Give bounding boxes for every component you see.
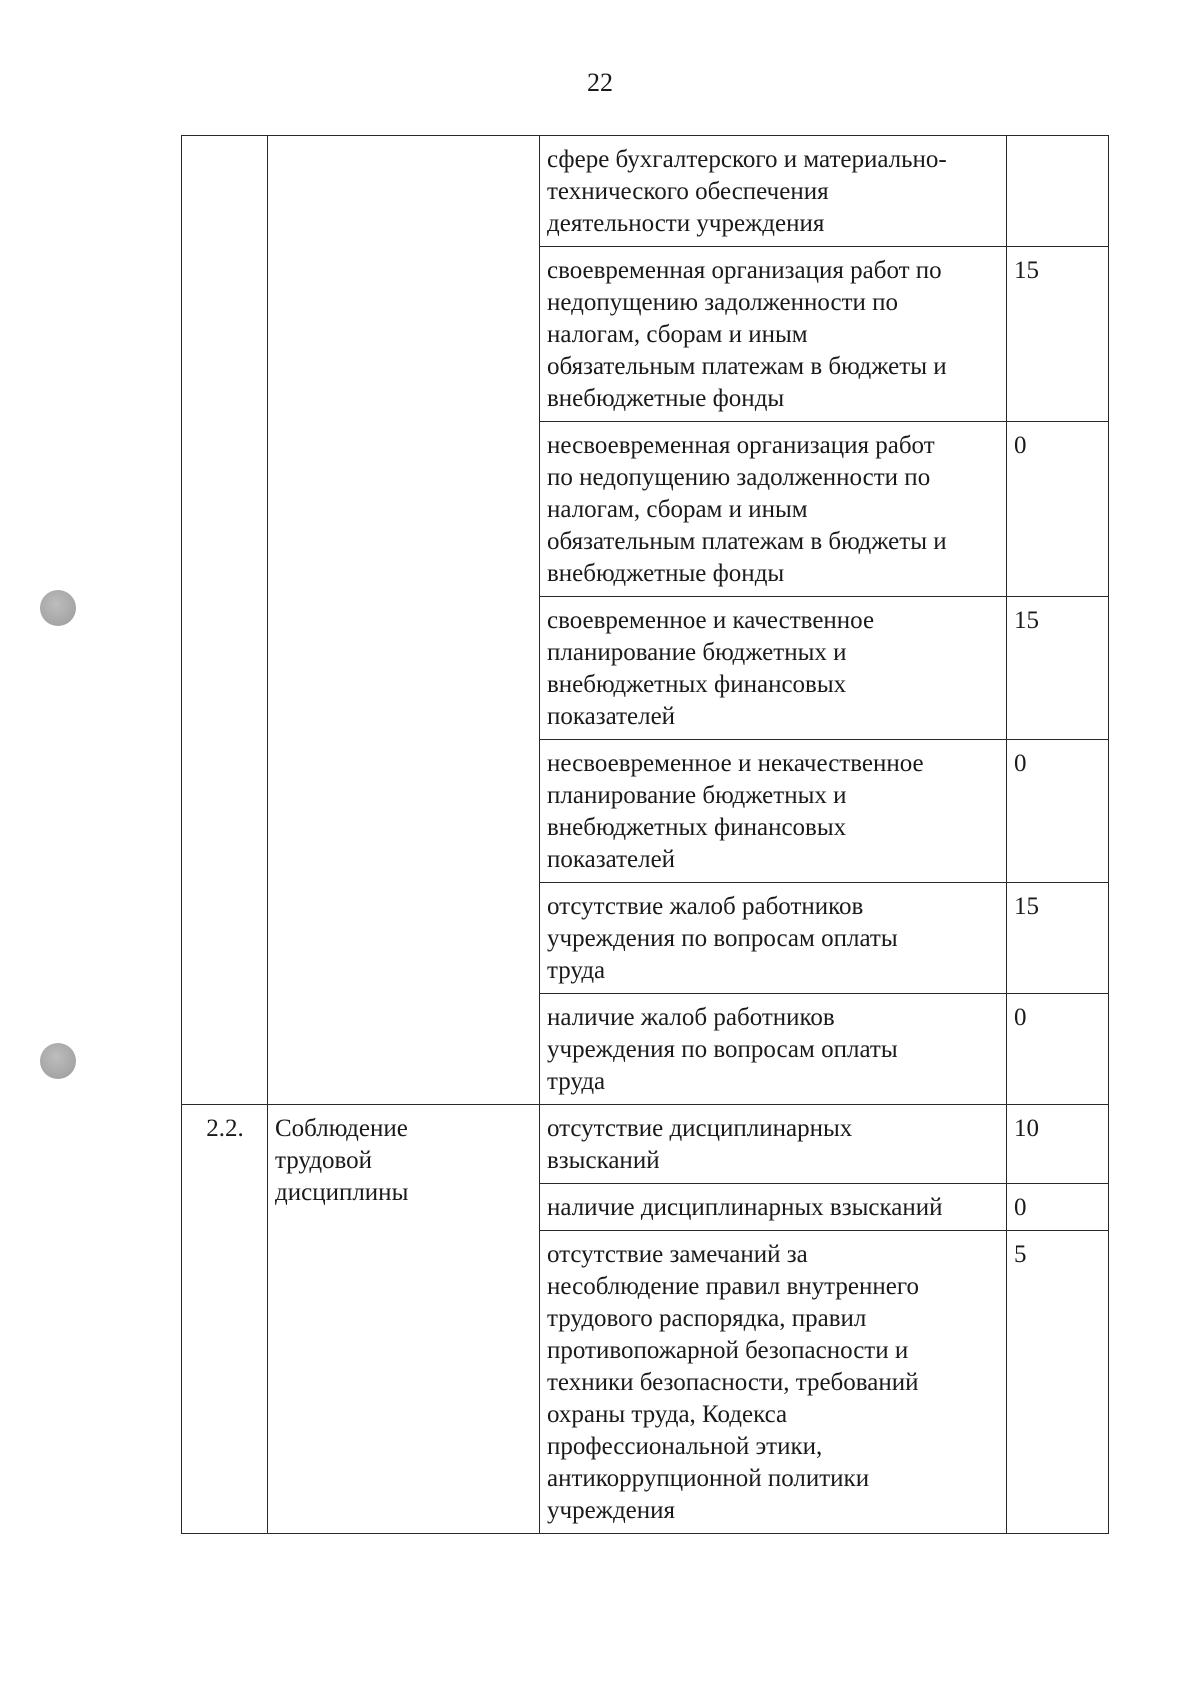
score-value: 0 xyxy=(1014,750,1027,777)
criterion-text: наличие дисциплинарных взысканий xyxy=(547,1194,943,1221)
criterion-text: сфере бухгалтерского и материально- технического обеспечения деятельности учреждения xyxy=(547,146,947,237)
criterion-text: своевременное и качественное планирование бюджетных и внебюджетных финансовых показателей xyxy=(547,607,875,730)
score-value: 0 xyxy=(1014,1194,1027,1221)
score-cell xyxy=(1007,1105,1109,1184)
score-cell xyxy=(1007,740,1109,883)
indicator-cell-empty xyxy=(268,136,540,1105)
score-cell xyxy=(1007,136,1109,247)
criterion-text: наличие жалоб работников учреждения по вопросам оплаты труда xyxy=(547,1004,898,1095)
punch-hole-mark xyxy=(40,1043,76,1079)
criterion-cell xyxy=(540,1105,1007,1184)
criterion-text: несвоевременное и некачественное планирование бюджетных и внебюджетных финансовых показателей xyxy=(547,750,924,873)
criterion-cell xyxy=(540,597,1007,740)
criterion-cell xyxy=(540,994,1007,1105)
score-cell xyxy=(1007,994,1109,1105)
score-cell xyxy=(1007,1231,1109,1534)
criterion-cell xyxy=(540,1184,1007,1231)
score-cell xyxy=(1007,1184,1109,1231)
table-row xyxy=(182,136,1109,247)
criterion-text: своевременная организация работ по недопущению задолженности по налогам, сборам и иным обязательным платежам в бюджеты и внебюджетные фонды xyxy=(547,257,947,412)
score-value: 10 xyxy=(1014,1115,1039,1142)
score-value: 0 xyxy=(1014,432,1027,459)
score-cell xyxy=(1007,883,1109,994)
punch-hole-mark xyxy=(40,590,76,626)
score-value: 15 xyxy=(1014,257,1039,284)
criteria-table xyxy=(181,135,1109,1534)
score-value: 5 xyxy=(1014,1241,1027,1268)
number-cell-empty xyxy=(182,136,268,1105)
criterion-cell xyxy=(540,883,1007,994)
page-number: 22 xyxy=(587,68,613,97)
criterion-cell xyxy=(540,136,1007,247)
criterion-text: отсутствие жалоб работников учреждения по вопросам оплаты труда xyxy=(547,893,898,984)
criterion-cell xyxy=(540,1231,1007,1534)
criterion-cell xyxy=(540,247,1007,422)
score-value: 15 xyxy=(1014,893,1039,920)
score-value: 0 xyxy=(1014,1004,1027,1031)
table-row xyxy=(182,1105,1109,1184)
section-title: Соблюдение трудовой дисциплины xyxy=(275,1115,409,1206)
score-cell xyxy=(1007,422,1109,597)
score-value: 15 xyxy=(1014,607,1039,634)
criterion-text: отсутствие дисциплинарных взысканий xyxy=(547,1115,853,1174)
score-cell xyxy=(1007,247,1109,422)
section-number-cell xyxy=(182,1105,268,1534)
criterion-cell xyxy=(540,740,1007,883)
section-number: 2.2. xyxy=(206,1115,244,1142)
criterion-cell xyxy=(540,422,1007,597)
criterion-text: отсутствие замечаний за несоблюдение правил внутреннего трудового распорядка, правил противопожарной безопасности и техники безопасности, требований охраны труда, Кодекса профессиональной этики, антикоррупционной политики учреждения xyxy=(547,1241,919,1524)
criterion-text: несвоевременная организация работ по недопущению задолженности по налогам, сборам и иным обязательным платежам в бюджеты и внебюджетные фонды xyxy=(547,432,947,587)
score-cell xyxy=(1007,597,1109,740)
section-title-cell xyxy=(268,1105,540,1534)
